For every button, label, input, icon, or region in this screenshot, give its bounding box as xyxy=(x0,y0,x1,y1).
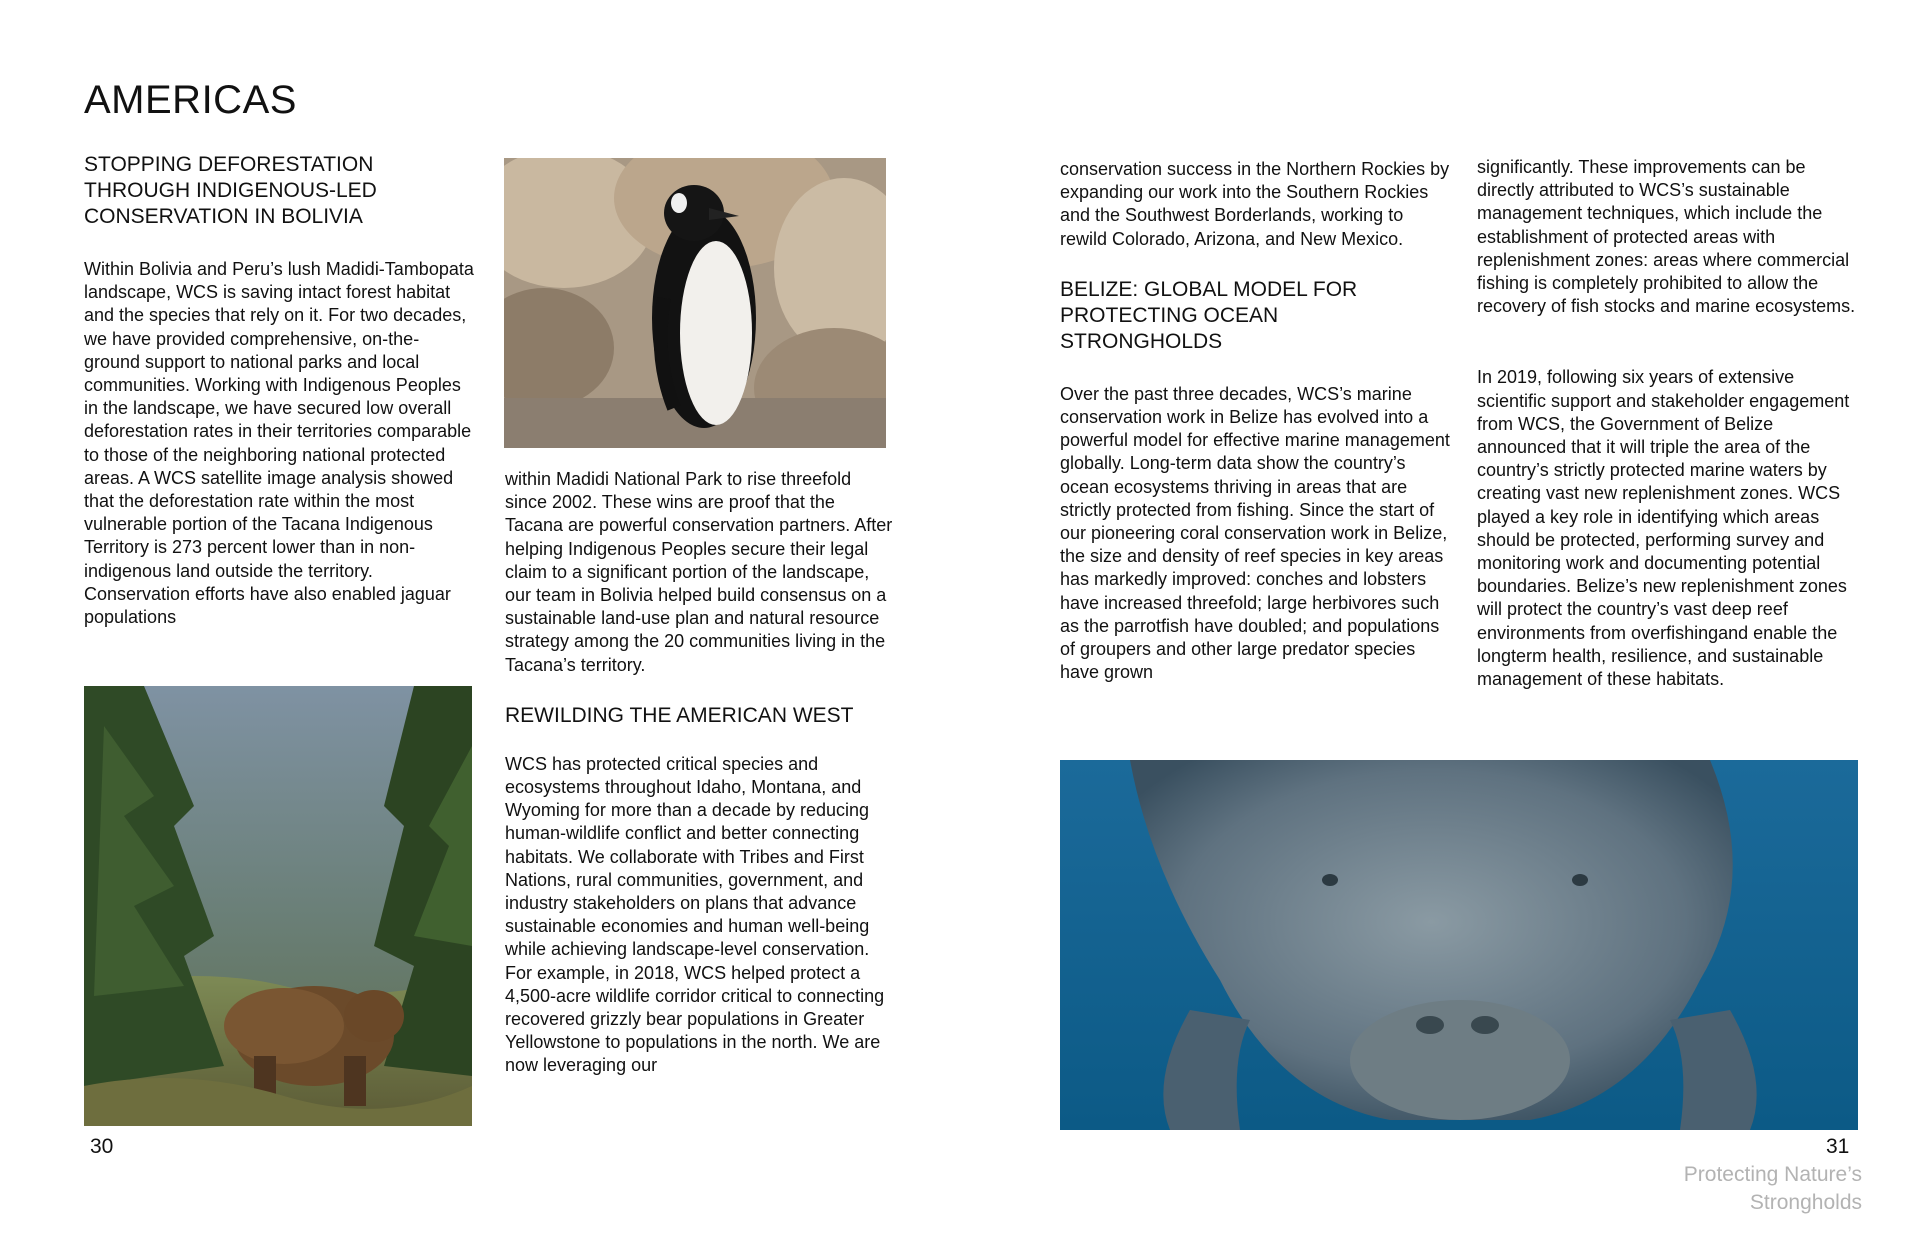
column-4 xyxy=(1477,156,1867,691)
bolivia-text-2: within Madidi National Park to rise threefold since 2002. These wins are proof that the Tacana are powerful conservation partners. After helping Indigenous Peoples secure their legal claim to a significant portion of the landscape, our team in Bolivia helped build consensus on a sustainable land-use plan and natural resource strategy among the 20 communities living in the Tacana’s territory. xyxy=(505,469,893,675)
belize-text-2: significantly. These improvements can be directly attributed to WCS’s sustainable management techniques, which include the establishment of protected areas with replenishment zones: areas where commercial fishing is completely prohibited to allow the recovery of fish stocks and marine ecosystems. xyxy=(1477,157,1856,317)
column-2 xyxy=(505,468,895,1078)
column-3 xyxy=(1060,158,1450,684)
manatee-photo xyxy=(1060,760,1858,1130)
belize-heading: BELIZE: GLOBAL MODEL FOR PROTECTING OCEAN STRONGHOLDS xyxy=(1060,277,1358,353)
page-number-right: 31 xyxy=(1826,1135,1850,1158)
belize-text-3: In 2019, following six years of extensive scientific support and stakeholder engagement from WCS, the Government of Belize announced that it will triple the area of the country’s strictly protected marine waters by creating vast new replenishment zones. WCS played a key role in identifying which areas should be protected, performing survey and monitoring work and documenting potential boundaries. Belize’s new replenishment zones will protect the country’s vast deep reef environments from overfishingand enable the longterm health, resilience, and sustainable management of these habitats. xyxy=(1477,367,1850,690)
section-title: AMERICAS xyxy=(84,78,297,122)
rewilding-heading: REWILDING THE AMERICAN WEST xyxy=(505,703,854,727)
penguin-photo xyxy=(504,158,886,448)
publication-title xyxy=(1684,1161,1862,1217)
page-number-left: 30 xyxy=(90,1135,114,1158)
bolivia-text-1: Within Bolivia and Peru’s lush Madidi-Tambopata landscape, WCS is saving intact forest habitat and the species that rely on it. For two decades, we have provided comprehensive, on-the-ground support to national parks and local communities. Working with Indigenous Peoples in the landscape, we have secured low overall deforestation rates in their territories comparable to those of the neighboring national protected areas. A WCS satellite image analysis showed that the deforestation rate within the most vulnerable portion of the Tacana Indigenous Territory is 273 percent lower than in non-indigenous land outside the territory. Conservation efforts have also enabled jaguar populations xyxy=(84,259,474,628)
belize-text-1: Over the past three decades, WCS’s marine conservation work in Belize has evolved into a powerful model for effective marine management globally. Long-term data show the country’s ocean ecosystems thriving in areas that are strictly protected from fishing. Since the start of our pioneering coral conservation work in Belize, the size and density of reef species in key areas has markedly improved: conches and lobsters have increased threefold; large herbivores such as the parrotfish have doubled; and populations of groupers and other large predator species have grown xyxy=(1060,383,1450,683)
publication-title-line-1: Protecting Nature’s xyxy=(1683,1163,1862,1186)
bolivia-heading: STOPPING DEFORESTATION THROUGH INDIGENOUS-LED CONSERVATION IN BOLIVIA xyxy=(84,153,377,228)
rewilding-text-2: conservation success in the Northern Rockies by expanding our work into the Southern Rockies and the Southwest Borderlands, working to rewild Colorado, Arizona, and New Mexico. xyxy=(1060,159,1450,249)
grizzly-bear-photo xyxy=(84,686,472,1126)
bolivia-column xyxy=(84,152,474,629)
rewilding-text-1: WCS has protected critical species and ecosystems throughout Idaho, Montana, and Wyoming for more than a decade by reducing human-wildlife conflict and better connecting habitats. We collaborate with Tribes and First Nations, rural communities, government, and industry stakeholders on plans that advance sustainable economies and human well-being while achieving landscape-level conservation. For example, in 2018, WCS helped protect a 4,500-acre wildlife corridor critical to connecting recovered grizzly bear populations in Greater Yellowstone to populations in the north. We are now leveraging our xyxy=(505,753,885,1076)
publication-title-line-2: Strongholds xyxy=(1749,1191,1862,1214)
